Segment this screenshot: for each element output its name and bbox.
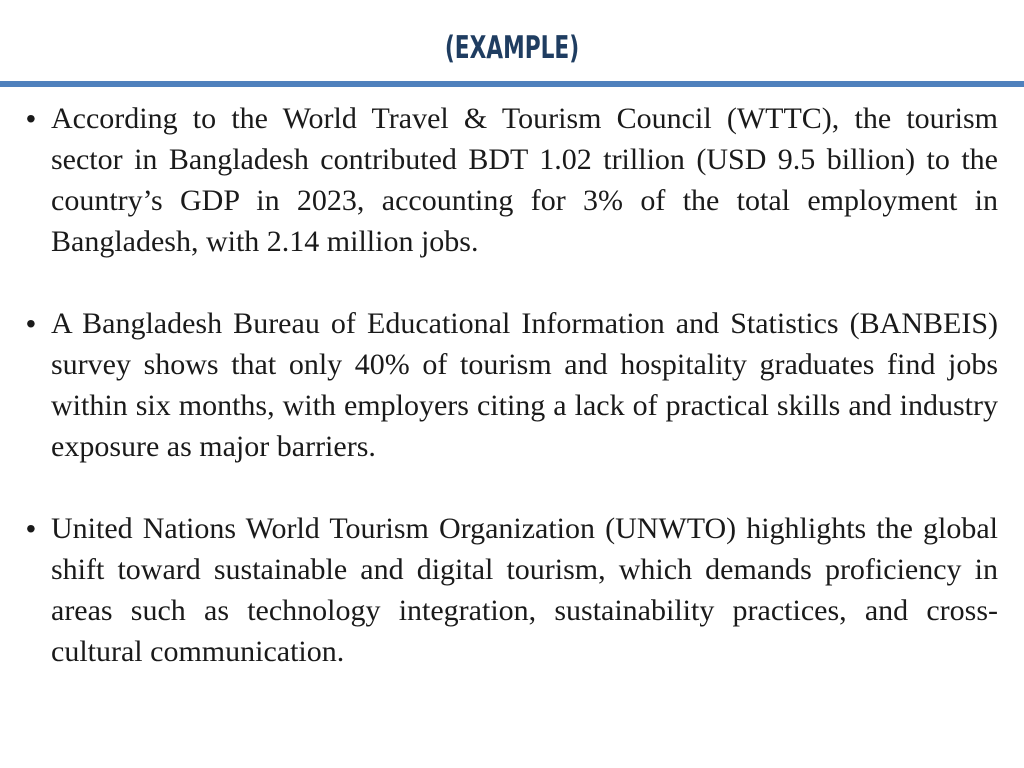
bullet-text: A Bangladesh Bureau of Educational Information and Statistics (BANBEIS) survey shows that only 40% of tourism and hospitality graduates find jobs within six months, with employers citing a lack of practical skills and industry exposure as major barriers. xyxy=(51,307,998,463)
bullet-item-wttc xyxy=(26,98,998,262)
title-divider xyxy=(0,81,1024,87)
bullet-text: United Nations World Tourism Organization (UNWTO) highlights the global shift toward sustainable and digital tourism, which demands proficiency in areas such as technology integration, sustainability practices, and cross-cultural communication. xyxy=(51,512,998,668)
bullet-item-unwto xyxy=(26,508,998,672)
bullet-item-banbeis xyxy=(26,303,998,467)
bullet-icon: • xyxy=(26,103,36,134)
bullet-icon: • xyxy=(26,308,36,339)
bullet-list xyxy=(26,98,998,672)
bullet-icon: • xyxy=(26,513,36,544)
bullet-text: According to the World Travel & Tourism Council (WTTC), the tourism sector in Bangladesh contributed BDT 1.02 trillion (USD 9.5 billion) to the country’s GDP in 2023, accounting for 3% of the total employment in Bangladesh, with 2.14 million jobs. xyxy=(51,102,998,258)
slide-title: (EXAMPLE) xyxy=(444,30,580,66)
